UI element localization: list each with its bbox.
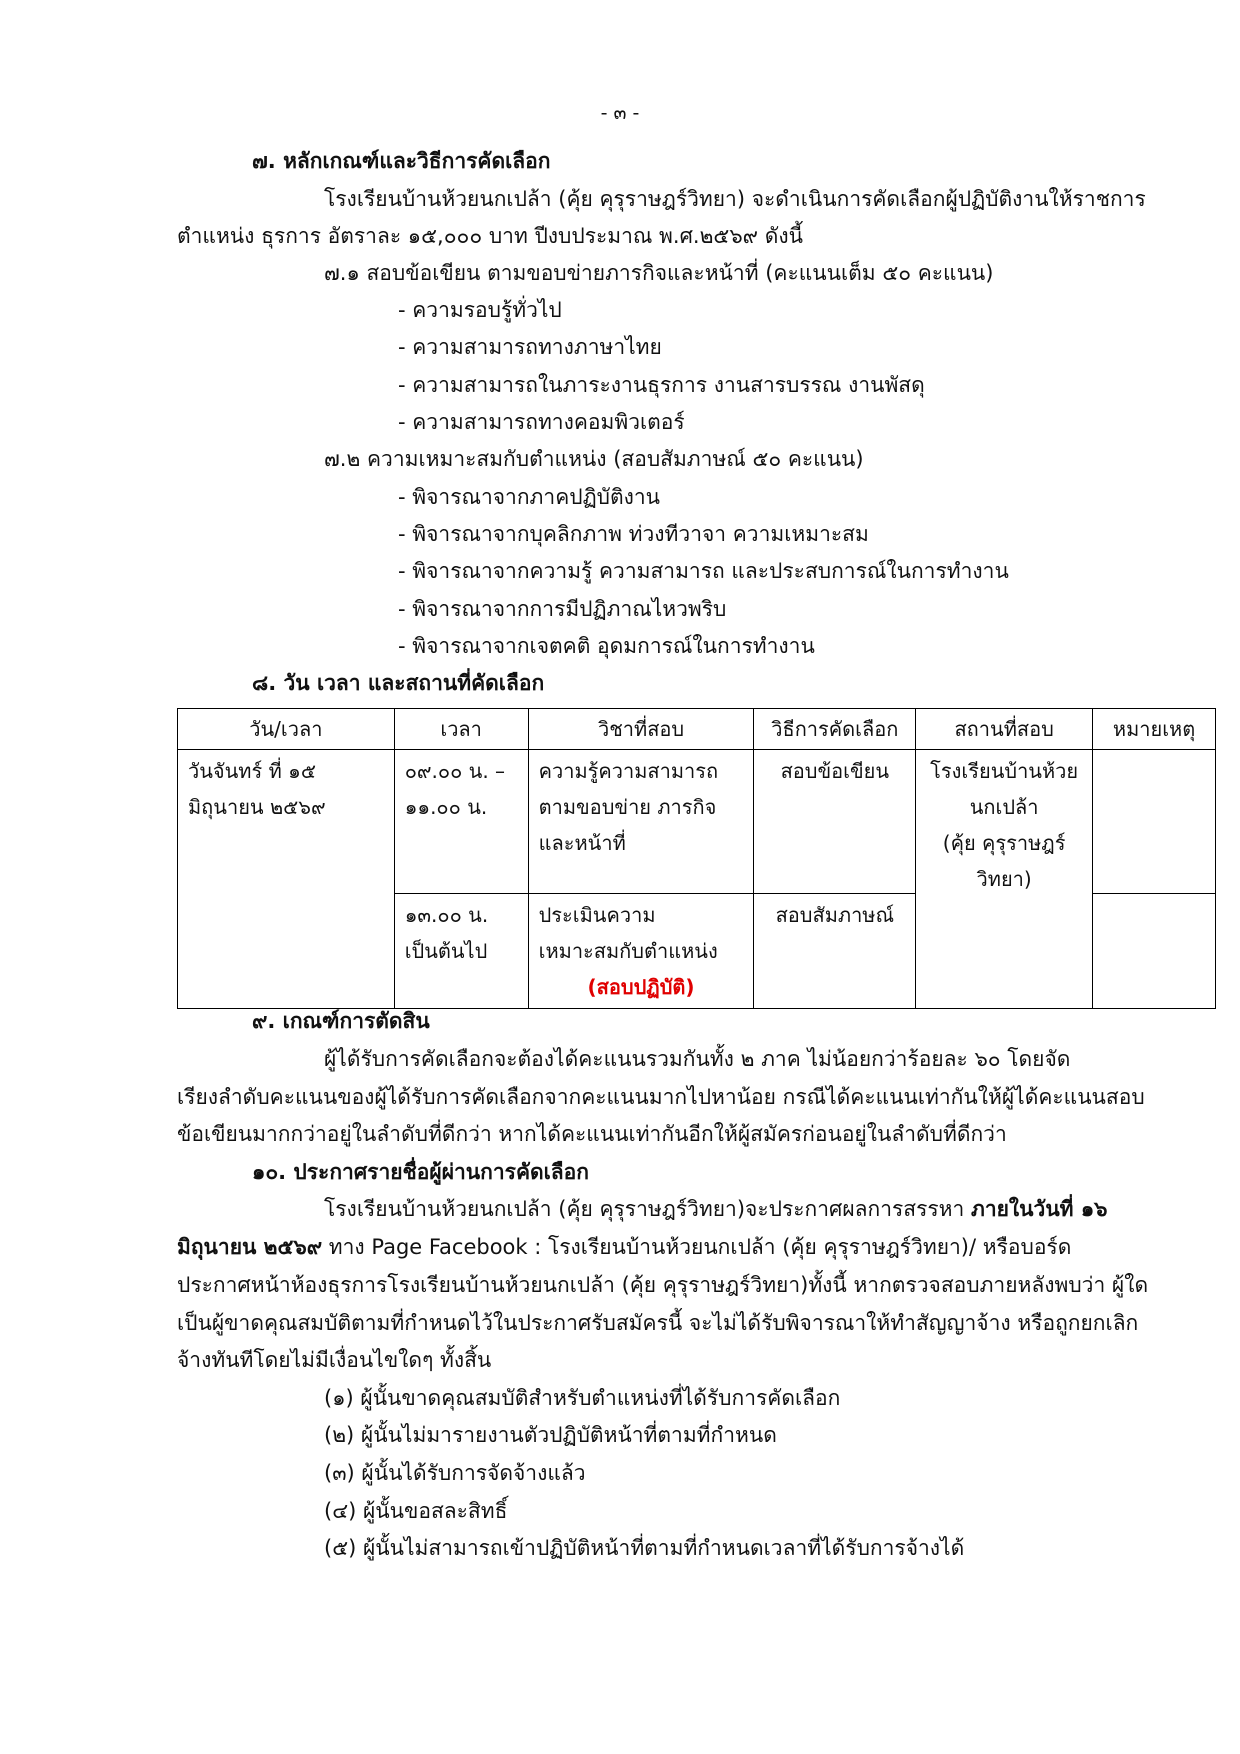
place-line: วิทยา) xyxy=(976,867,1032,891)
section7-sub1-item: - ความสามารถทางภาษาไทย xyxy=(398,335,662,359)
subject-line: เหมาะสมกับตำแหน่ง xyxy=(538,939,718,963)
table-header-cell: สถานที่สอบ xyxy=(916,709,1093,750)
table-header-cell: เวลา xyxy=(394,709,528,750)
section7-sub1-item: - ความสามารถในภาระงานธุรการ งานสารบรรณ งานพัสดุ xyxy=(398,373,925,397)
time-cell xyxy=(394,750,528,894)
section8-heading: ๘. วัน เวลา และสถานที่คัดเลือก xyxy=(252,671,545,695)
subject-line: และหน้าที่ xyxy=(538,831,626,855)
note-cell xyxy=(1093,894,1216,1009)
date-cell xyxy=(178,750,395,1009)
method-cell: สอบข้อเขียน xyxy=(754,750,916,894)
table-header-row xyxy=(178,709,1216,750)
section7-sub2-item: - พิจารณาจากเจตคติ อุดมการณ์ในการทำงาน xyxy=(398,634,815,658)
announcement-date-emphasis: ภายในวันที่ ๑๖ xyxy=(970,1197,1108,1221)
section7-heading: ๗. หลักเกณฑ์และวิธีการคัดเลือก xyxy=(252,149,551,173)
time-line: ๐๙.๐๐ น. – xyxy=(404,759,506,783)
time-cell xyxy=(394,894,528,1009)
place-cell xyxy=(916,750,1093,1009)
section10-line3: ประกาศหน้าห้องธุรการโรงเรียนบ้านห้วยนกเปล้า (คุ้ย คุรุราษฎร์วิทยา)ทั้งนี้ หากตรวจสอบภายหลังพบว่า ผู้ใด xyxy=(177,1273,1149,1297)
section10-item: (๑) ผู้นั้นขาดคุณสมบัติสำหรับตำแหน่งที่ได้รับการคัดเลือก xyxy=(324,1386,841,1410)
date-line: มิถุนายน ๒๕๖๙ xyxy=(188,795,326,819)
time-line: เป็นต้นไป xyxy=(404,939,488,963)
announcement-date-emphasis: มิถุนายน ๒๕๖๙ xyxy=(177,1235,323,1259)
place-line: โรงเรียนบ้านห้วย xyxy=(930,759,1079,783)
date-line: วันจันทร์ ที่ ๑๕ xyxy=(188,759,316,783)
section10-line2 xyxy=(177,1232,1071,1262)
section10-item: (๔) ผู้นั้นขอสละสิทธิ์ xyxy=(324,1499,508,1523)
section9-line: ข้อเขียนมากกว่าอยู่ในลำดับที่ดีกว่า หากได้คะแนนเท่ากันอีกให้ผู้สมัครก่อนอยู่ในลำดับที่ดีกว่า xyxy=(177,1122,1007,1146)
section7-sub2-item: - พิจารณาจากบุคลิกภาพ ท่วงทีวาจา ความเหมาะสม xyxy=(398,522,869,546)
section7-sub1-item: - ความสามารถทางคอมพิวเตอร์ xyxy=(398,410,685,434)
section10-line1-text: โรงเรียนบ้านห้วยนกเปล้า (คุ้ย คุรุราษฎร์วิทยา)จะประกาศผลการสรรหา xyxy=(324,1197,971,1221)
section7-sub2-title: ๗.๒ ความเหมาะสมกับตำแหน่ง (สอบสัมภาษณ์ ๕๐ คะแนน) xyxy=(324,447,864,471)
place-line: (คุ้ย คุรุราษฎร์ xyxy=(942,831,1066,855)
subject-line: ตามขอบข่าย ภารกิจ xyxy=(538,795,717,819)
note-cell xyxy=(1093,750,1216,894)
section10-line1 xyxy=(324,1194,1108,1224)
place-line: นกเปล้า xyxy=(969,795,1039,819)
section7-intro-line1: โรงเรียนบ้านห้วยนกเปล้า (คุ้ย คุรุราษฎร์วิทยา) จะดำเนินการคัดเลือกผู้ปฏิบัติงานให้ราชการ xyxy=(324,187,1146,211)
subject-line: ประเมินความ xyxy=(538,903,656,927)
table-header-cell: วิธีการคัดเลือก xyxy=(754,709,916,750)
section7-sub1-title: ๗.๑ สอบข้อเขียน ตามขอบข่ายภารกิจและหน้าที่ (คะแนนเต็ม ๕๐ คะแนน) xyxy=(324,261,994,285)
section10-item: (๕) ผู้นั้นไม่สามารถเข้าปฏิบัติหน้าที่ตามที่กำหนดเวลาที่ได้รับการจ้างได้ xyxy=(324,1536,965,1560)
table-header-cell: วัน/เวลา xyxy=(178,709,395,750)
section7-sub1-item: - ความรอบรู้ทั่วไป xyxy=(398,298,562,322)
section9-heading: ๙. เกณฑ์การตัดสิน xyxy=(252,1009,430,1033)
practical-exam-note: (สอบปฏิบัติ) xyxy=(587,975,695,999)
section10-item: (๒) ผู้นั้นไม่มารายงานตัวปฏิบัติหน้าที่ตามที่กำหนด xyxy=(324,1423,777,1447)
schedule-table xyxy=(177,708,1216,1009)
section10-line5: จ้างทันทีโดยไม่มีเงื่อนไขใดๆ ทั้งสิ้น xyxy=(177,1348,492,1372)
subject-cell xyxy=(528,750,754,894)
subject-line: ความรู้ความสามารถ xyxy=(538,759,719,783)
method-cell: สอบสัมภาษณ์ xyxy=(754,894,916,1009)
section7-sub2-item: - พิจารณาจากการมีปฏิภาณไหวพริบ xyxy=(398,597,727,621)
section10-line4: เป็นผู้ขาดคุณสมบัติตามที่กำหนดไว้ในประกาศรับสมัครนี้ จะไม่ได้รับพิจารณาให้ทำสัญญาจ้าง หรือถูกยกเลิก xyxy=(177,1311,1139,1335)
section7-sub2-item: - พิจารณาจากความรู้ ความสามารถ และประสบการณ์ในการทำงาน xyxy=(398,559,1009,583)
time-line: ๑๓.๐๐ น. xyxy=(404,903,489,927)
section9-line: เรียงลำดับคะแนนของผู้ได้รับการคัดเลือกจากคะแนนมากไปหาน้อย กรณีได้คะแนนเท่ากันให้ผู้ได้คะแนนสอบ xyxy=(177,1085,1145,1109)
section9-line: ผู้ได้รับการคัดเลือกจะต้องได้คะแนนรวมกันทั้ง ๒ ภาค ไม่น้อยกว่าร้อยละ ๖๐ โดยจัด xyxy=(324,1047,1071,1071)
section10-item: (๓) ผู้นั้นได้รับการจัดจ้างแล้ว xyxy=(324,1461,586,1485)
section10-heading: ๑๐. ประกาศรายชื่อผู้ผ่านการคัดเลือก xyxy=(252,1160,590,1184)
section7-sub2-item: - พิจารณาจากภาคปฏิบัติงาน xyxy=(398,485,661,509)
table-row xyxy=(178,750,1216,894)
page-number: - ๓ - xyxy=(600,102,640,124)
subject-cell xyxy=(528,894,754,1009)
section10-line2-text: ทาง Page Facebook : โรงเรียนบ้านห้วยนกเปล้า (คุ้ย คุรุราษฎร์วิทยา)/ หรือบอร์ด xyxy=(322,1235,1072,1259)
table-header-cell: หมายเหตุ xyxy=(1093,709,1216,750)
time-line: ๑๑.๐๐ น. xyxy=(404,795,488,819)
section7-intro-line2: ตำแหน่ง ธุรการ อัตราละ ๑๕,๐๐๐ บาท ปีงบประมาณ พ.ศ.๒๕๖๙ ดังนี้ xyxy=(177,224,803,248)
table-header-cell: วิชาที่สอบ xyxy=(528,709,754,750)
